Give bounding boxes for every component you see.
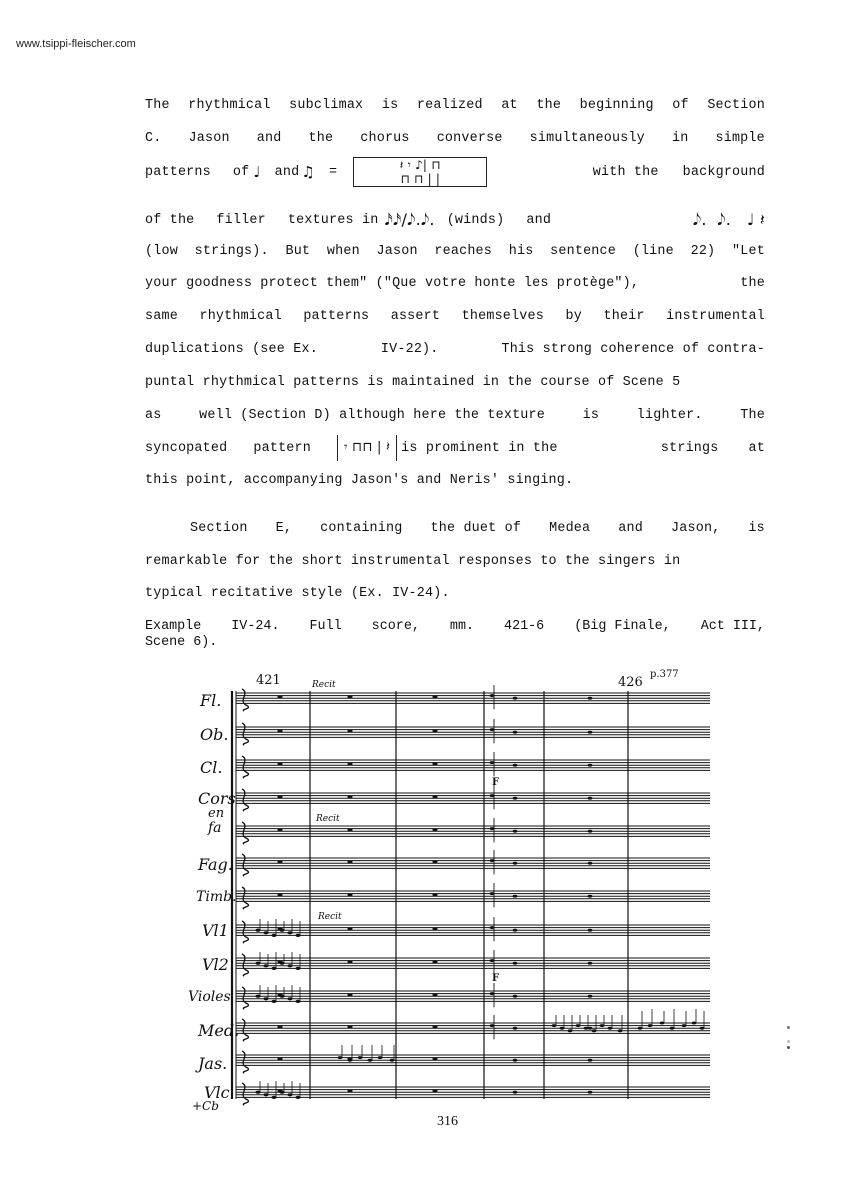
quarter-note-icon: ♩ [253,163,261,181]
rest-mark [432,927,437,930]
rest-mark [347,762,352,765]
rest-mark [513,1027,518,1030]
word: is [582,408,600,423]
word: (line [632,244,674,259]
rest-mark [347,960,352,963]
instrument-label-violin-2: Vl2 [202,955,229,974]
instrument-label-clarinet: Cl. [200,758,223,777]
word: lighter. [636,408,703,423]
rest-mark [347,1089,352,1092]
clef-icon [242,954,249,976]
word: converse [436,131,503,146]
clef-icon [242,987,249,1009]
word: and [256,131,282,146]
rest-mark [513,697,518,700]
text-line-syncopated [145,433,765,463]
instrument-label-cello: Vlc [204,1083,230,1102]
word: strings [660,440,719,456]
rest-mark [588,929,593,932]
rest-mark [347,993,352,996]
word: syncopated [145,440,228,456]
rest-mark [347,795,352,798]
word: (winds) [446,212,505,228]
word: Jason, [671,521,721,536]
rest-mark [432,729,437,732]
word: filler [216,212,266,228]
word: patterns [303,309,370,324]
rest-mark [432,695,437,698]
instrument-label-violas: Violes [188,989,231,1005]
instrument-label-contrabass: +Cb [192,1099,219,1113]
word: at [501,98,518,113]
word: Section [190,521,248,536]
word: Jason [376,244,418,259]
word: this point, accompanying Jason's and Neris' singing. [145,473,574,488]
score-staves [170,665,730,1120]
clef-icon [242,1083,249,1105]
rest-mark [513,862,518,865]
text-line [145,375,765,390]
word: sentence [550,244,617,259]
word: and [274,164,300,180]
word: in [671,131,689,146]
word: of the [145,212,195,228]
word: (low [145,244,178,259]
rest-mark [588,731,593,734]
word: patterns [145,164,211,180]
word: simultaneously [529,131,645,146]
word: the [308,131,334,146]
rest-mark [513,995,518,998]
eighth-pair-icon: ♫ [301,163,316,181]
word: textures in [287,212,379,228]
word: and [618,521,643,536]
word: score, [371,619,420,634]
rest-mark [588,862,593,865]
rest-mark [432,762,437,765]
measure-number-end: 426 [618,675,643,690]
rest-mark [277,1057,282,1060]
example-caption [145,619,765,651]
instrument-label-flute: Fl. [200,691,222,710]
rest-mark [588,1091,593,1094]
rest-mark [277,860,282,863]
scan-artifact [787,1026,790,1052]
text-line [145,473,765,488]
word: is prominent in the [401,440,558,456]
rest-mark [432,993,437,996]
text-line [145,244,765,259]
instrument-label-jason: Jas. [198,1054,228,1073]
rest-mark [277,828,282,831]
measure-number-start: 421 [256,673,281,688]
rest-mark [277,893,282,896]
word: "Let [731,244,765,259]
rhythm-row-2: ⊓ ⊓ | | [400,172,441,186]
rest-mark [513,731,518,734]
rest-mark [277,1025,282,1028]
strings-rhythm-notation: 𝅘𝅥𝅮. 𝅘𝅥𝅮. ♩ 𝄽 [692,210,765,229]
rest-mark [588,995,593,998]
equals-sign: = [329,164,338,180]
instrument-label-horns-en: en [208,806,225,821]
clef-icon [242,887,249,909]
recit-marking: Recit [316,814,340,824]
text-line [145,131,765,146]
clef-icon [242,723,249,745]
word: strings). [194,244,269,259]
instrument-label-horns: Cors [198,789,236,808]
word: pattern [253,440,312,456]
text-line [145,408,765,423]
recit-marking: Recit [318,912,342,922]
rest-mark [513,797,518,800]
word: with the [592,164,659,180]
word: well (Section D) although here the texture [199,408,546,423]
rest-mark [513,929,518,932]
text-line [145,521,765,536]
rest-mark [588,764,593,767]
instrument-label-violin-1: Vl1 [202,921,229,940]
dynamic-marking: F [492,973,500,984]
word: The [145,98,170,113]
instrument-label-horns-fa: fa [208,820,222,836]
clef-icon [242,1019,249,1041]
word: containing [320,521,403,536]
word: duplications (see Ex. [145,342,318,357]
word: your goodness protect them" ("Que votre honte les protège"), [145,276,640,291]
word: at [748,440,765,456]
word: But [285,244,311,259]
dynamic-marking: F [492,777,500,788]
page-number: 316 [437,1114,458,1129]
rhythm-pattern-box [353,157,487,187]
winds-rhythm-notation: 𝅘𝅥𝅯𝅘𝅥𝅯/𝅘𝅥𝅮.𝅘𝅥𝅮. [384,210,435,229]
instrument-label-medea: Med. [198,1021,240,1040]
rest-mark [347,729,352,732]
word: rhythmical [188,98,271,113]
caption-line-2: Scene 6). [145,635,218,650]
rest-mark [513,1059,518,1062]
word: his [508,244,534,259]
clef-icon [242,689,249,711]
rest-mark [588,962,593,965]
word: remarkable for the short instrumental responses to the singers in [145,554,681,569]
source-url[interactable]: www.tsippi-fleischer.com [16,38,136,50]
word: the [536,98,562,113]
rest-mark [588,1059,593,1062]
word: This strong coherence of contra- [501,342,765,357]
word: beginning [579,98,654,113]
rest-mark [432,893,437,896]
rest-mark [432,828,437,831]
word: rhythmical [199,309,282,324]
word: of [672,98,689,113]
rest-mark [588,797,593,800]
text-line [145,98,765,113]
rest-mark [277,729,282,732]
word: puntal rhythmical patterns is maintained in the course of Scene 5 [145,375,681,390]
word: (Big Finale, [574,619,671,634]
rest-mark [347,1025,352,1028]
word: Full [309,619,342,634]
word: same [145,309,178,324]
word: The [740,408,765,423]
word: is [381,98,399,113]
word: IV-22). [380,342,439,357]
word: of [232,164,250,180]
word: assert [390,309,441,324]
word: E, [275,521,293,536]
instrument-label-bassoon: Fag. [198,855,233,874]
rest-mark [513,764,518,767]
word: Medea [549,521,591,536]
clef-icon [242,789,249,811]
rest-mark [347,893,352,896]
text-line-filler [145,210,765,230]
text-line [145,554,765,569]
clef-icon [242,1051,249,1073]
word: instrumental [666,309,765,324]
clef-icon [242,854,249,876]
rest-mark [432,960,437,963]
word: by [565,309,582,324]
rest-mark [277,695,282,698]
rest-mark [277,762,282,765]
rest-mark [588,895,593,898]
recit-marking: Recit [312,680,336,690]
text-line [145,342,765,357]
instrument-label-timpani: Timb. [196,889,237,905]
word: Act III, [700,619,765,634]
rest-mark [347,860,352,863]
rest-mark [432,795,437,798]
text-line-patterns [145,152,765,192]
word: the [740,276,765,291]
clef-icon [242,921,249,943]
word: and [526,212,552,228]
word: their [603,309,645,324]
clef-icon [242,822,249,844]
rest-mark [432,1089,437,1092]
word: Example [145,619,202,634]
word: is [748,521,765,536]
word: 22) [690,244,716,259]
page-reference: p.377 [650,669,679,680]
rest-mark [588,697,593,700]
clef-icon [242,756,249,778]
rest-mark [347,695,352,698]
caption-line-1 [145,619,765,635]
rest-mark [513,830,518,833]
rest-mark [432,1057,437,1060]
rest-mark [432,1025,437,1028]
rhythm-row-1: 𝄽 𝄾 ♪| ⊓ [399,158,441,172]
word: background [682,164,765,180]
word: as [145,408,162,423]
rest-mark [513,1091,518,1094]
word: mm. [449,619,475,634]
text-line [145,276,765,291]
word: Section [707,98,765,113]
word: themselves [461,309,544,324]
word: chorus [360,131,410,146]
word: IV-24. [231,619,280,634]
word: the duet of [430,521,522,536]
rest-mark [347,927,352,930]
rest-mark [513,962,518,965]
rest-mark [277,795,282,798]
syncopated-pattern-notation: 𝄾 ⊓⊓ | 𝄽 [337,435,397,461]
word: realized [416,98,483,113]
word: 421-6 [504,619,545,634]
word: reaches [434,244,493,259]
instrument-label-oboe: Ob. [200,725,229,744]
text-line [145,586,765,601]
word: subclimax [289,98,364,113]
word: Jason [188,131,230,146]
word: C. [145,131,162,146]
rest-mark [432,860,437,863]
word: typical recitative style (Ex. IV-24). [145,586,450,601]
rest-mark [588,830,593,833]
rest-mark [347,828,352,831]
music-score-excerpt [170,665,730,1120]
rest-mark [513,895,518,898]
word: simple [715,131,765,146]
text-line [145,309,765,324]
word: when [326,244,360,259]
